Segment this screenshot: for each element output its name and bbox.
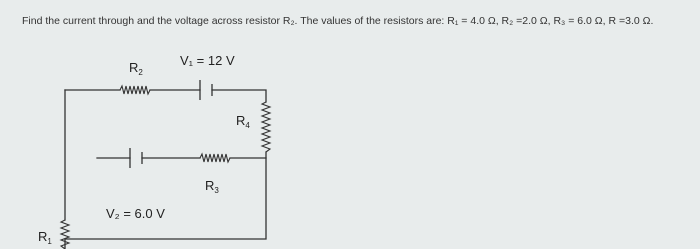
resistor-r2 bbox=[120, 86, 150, 94]
wire-top-right bbox=[212, 90, 266, 102]
label-r4: $R_4$ bbox=[236, 113, 250, 130]
label-r1: $R_1$ bbox=[38, 229, 52, 246]
wire-left-lower bbox=[65, 152, 266, 249]
resistor-r1 bbox=[61, 220, 69, 249]
label-v1: V₁ = 12 V bbox=[180, 53, 235, 68]
label-v2: V₂ = 6.0 V bbox=[106, 206, 165, 221]
label-r3: $R_3$ bbox=[205, 178, 219, 195]
problem-statement: Find the current through and the voltage across resistor R₂. The values of the resistors are: R₁ = 4.0 Ω, R₂ =2.0 Ω, R₃ = 6.0 Ω, R =3.0 Ω. bbox=[22, 15, 654, 27]
resistor-r4 bbox=[262, 102, 270, 152]
label-r2: $R_2$ bbox=[129, 60, 143, 77]
resistor-r3 bbox=[200, 154, 230, 162]
